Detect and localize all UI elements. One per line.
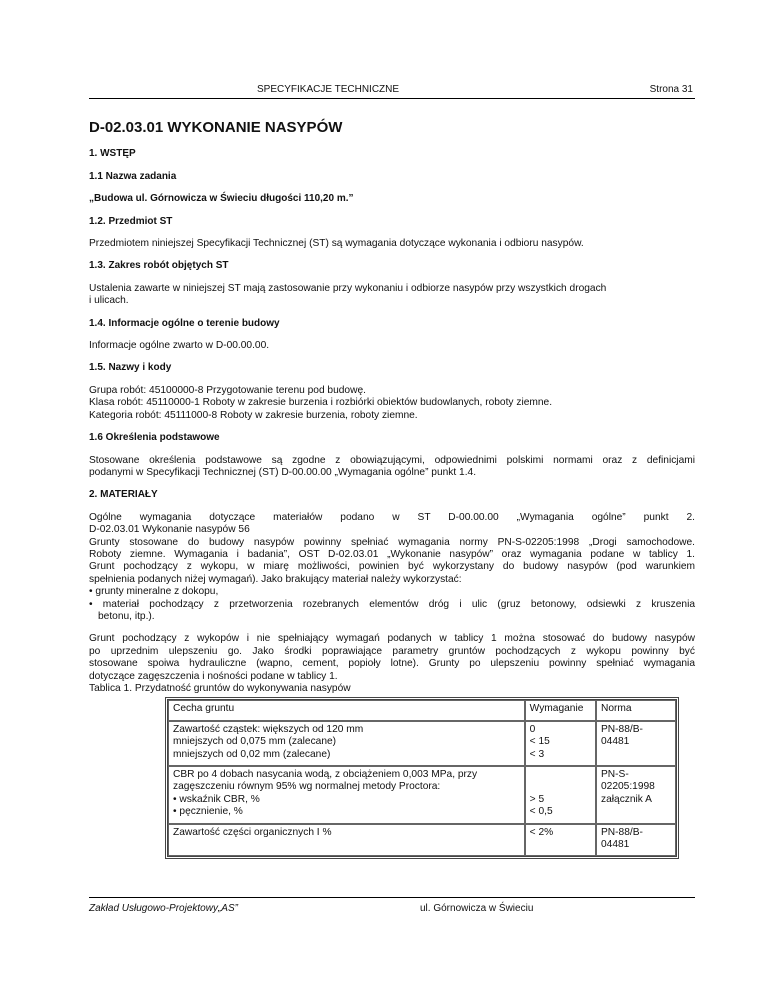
requirements-table: [165, 697, 679, 859]
text-line: i ulicach.: [89, 295, 129, 307]
cell-line: zagęszczeniu równym 95% wg normalnej metody Proctora:: [173, 781, 441, 793]
subsection-heading: 1.5. Nazwy i kody: [89, 362, 172, 374]
cell-line: < 2%: [529, 826, 554, 838]
cell-line: < 3: [529, 748, 545, 760]
text-line: po uprzednim ulepszeniu go. Jako środki poprawiające parametry gruntów pochodzących z wykopu powinny być: [89, 645, 695, 657]
header-page-number: Strona 31: [649, 84, 693, 95]
cell-line: > 5: [529, 793, 545, 805]
table-cell: [168, 766, 525, 824]
cell-line: Zawartość części organicznych I %: [173, 826, 332, 838]
cell-line: PN-S-: [601, 769, 629, 781]
cell-line: • wskaźnik CBR, %: [173, 793, 260, 805]
subsection-heading: 1.2. Przedmiot ST: [89, 215, 173, 227]
footer-company: Zakład Usługowo-Projektowy„AS”: [89, 903, 238, 914]
task-name: „Budowa ul. Górnowicza w Świeciu długości 110,20 m.”: [89, 193, 354, 205]
page-footer: [89, 897, 695, 918]
subsection-heading: 1.3. Zakres robót objętych ST: [89, 260, 229, 272]
text-line: Stosowane określenia podstawowe są zgodne z obowiązującymi, odpowiednimi polskimi normami oraz z definicjami: [89, 454, 695, 466]
table-cell: [168, 824, 525, 857]
cell-line: mniejszych od 0,02 mm (zalecane): [173, 748, 331, 760]
table-cell: [596, 766, 676, 824]
text-line: spełnienia podanych niżej wymagań). Jako brakujący materiał należy wykorzystać:: [89, 573, 462, 585]
paragraph: [89, 283, 695, 308]
section-heading: 1. WSTĘP: [89, 148, 136, 160]
paragraph: [89, 455, 695, 480]
table-row: [168, 824, 676, 857]
bullet-item: • grunty mineralne z dokopu,: [89, 586, 219, 598]
column-header: Norma: [596, 700, 676, 720]
cell-line: 02205:1998: [601, 781, 655, 793]
table-cell: [596, 824, 676, 857]
cell-line: mniejszych od 0,075 mm (zalecane): [173, 736, 337, 748]
cell-line: PN-88/B-: [601, 826, 643, 838]
paragraph: [89, 385, 695, 422]
text-line: D-02.03.01 Wykonanie nasypów 56: [89, 524, 250, 536]
cell-line: • pęcznienie, %: [173, 806, 243, 818]
text-line: podanymi w Specyfikacji Technicznej (ST) D-00.00.00 „Wymagania ogólne” punkt 1.4.: [89, 466, 477, 478]
cell-line: CBR po 4 dobach nasycania wodą, z obciążeniem 0,003 MPa, przy: [173, 769, 478, 781]
header-title: SPECYFIKACJE TECHNICZNE: [257, 84, 400, 95]
cell-line: PN-88/B-: [601, 723, 643, 735]
table-cell: [168, 721, 525, 766]
cell-line: < 0,5: [529, 806, 553, 818]
subsection-heading: 1.1 Nazwa zadania: [89, 170, 177, 182]
text-line: Roboty ziemne. Wymagania i badania”, OST D-02.03.01 „Wykonanie nasypów” oraz wymagania podane w tablicy 1.: [89, 548, 695, 560]
text-line: Grunt pochodzący z wykopu, w miarę możliwości, powinien być wykorzystany do budowy nasypów (pod warunkiem: [89, 561, 695, 573]
paragraph: [89, 633, 695, 695]
cell-spacer: [530, 769, 591, 794]
footer-location: ul. Górnowicza w Świeciu: [420, 903, 534, 914]
cell-line: < 15: [529, 736, 550, 748]
text-line: stosowane spoiwa hydrauliczne (wapno, cement, popioły lotne). Grunty po ulepszeniu powinny spełniać wymagania: [89, 658, 695, 670]
page-header: [89, 80, 695, 99]
text-line: Kategoria robót: 45111000-8 Roboty w zakresie burzenia, roboty ziemne.: [89, 409, 418, 421]
table-cell: [525, 721, 596, 766]
table-row: [168, 721, 676, 766]
text-line: Ustalenia zawarte w niniejszej ST mają zastosowanie przy wykonaniu i odbiorze nasypów przy wszystkich drogach: [89, 282, 607, 294]
document-body: [89, 118, 695, 859]
cell-line: załącznik A: [601, 793, 652, 805]
table-header-row: [168, 700, 676, 720]
paragraph: Przedmiotem niniejszej Specyfikacji Technicznej (ST) są wymagania dotyczące wykonania i odbioru nasypów.: [89, 238, 584, 250]
document-title: D-02.03.01 WYKONANIE NASYPÓW: [89, 119, 343, 136]
section-heading: 2. MATERIAŁY: [89, 489, 158, 501]
paragraph: Informacje ogólne zwarto w D-00.00.00.: [89, 340, 270, 352]
text-line: Grupa robót: 45100000-8 Przygotowanie terenu pod budowę.: [89, 384, 366, 396]
cell-line: 04481: [601, 839, 630, 851]
text-line: betonu, itp.).: [98, 610, 155, 622]
cell-line: Zawartość cząstek: większych od 120 mm: [173, 723, 364, 735]
text-line: dotyczące zagęszczenia i nośności podane w tablicy 1.: [89, 670, 338, 682]
text-line: Klasa robót: 45110000-1 Roboty w zakresie burzenia i rozbiórki obiektów budowlanych, roboty ziemne.: [89, 397, 553, 409]
text-line: Grunt pochodzący z wykopów i nie spełniający wymagań podanych w tablicy 1 można stosować do budowy nasypów: [89, 633, 695, 645]
bullet-item: • materiał pochodzący z przetworzenia rozebranych elementów dróg i ulic (gruz betonowy, odsiewki z kruszenia: [89, 598, 695, 610]
table-cell: [596, 721, 676, 766]
text-line: Ogólne wymagania dotyczące materiałów podano w ST D-00.00.00 „Wymagania ogólne” punkt 2.: [89, 511, 695, 523]
text-line: Grunty stosowane do budowy nasypów powinny spełniać wymagania normy PN-S-02205:1998 „Drogi samochodowe.: [89, 536, 695, 548]
column-header: Cecha gruntu: [168, 700, 525, 720]
table-cell: [525, 766, 596, 824]
subsection-heading: 1.6 Określenia podstawowe: [89, 432, 220, 444]
table-caption: Tablica 1. Przydatność gruntów do wykonywania nasypów: [89, 683, 351, 694]
cell-line: 0: [529, 723, 536, 735]
cell-line: 04481: [601, 736, 630, 748]
paragraph: [89, 512, 695, 624]
table-cell: [525, 824, 596, 857]
subsection-heading: 1.4. Informacje ogólne o terenie budowy: [89, 317, 280, 329]
table-row: [168, 766, 676, 824]
column-header: Wymaganie: [525, 700, 596, 720]
